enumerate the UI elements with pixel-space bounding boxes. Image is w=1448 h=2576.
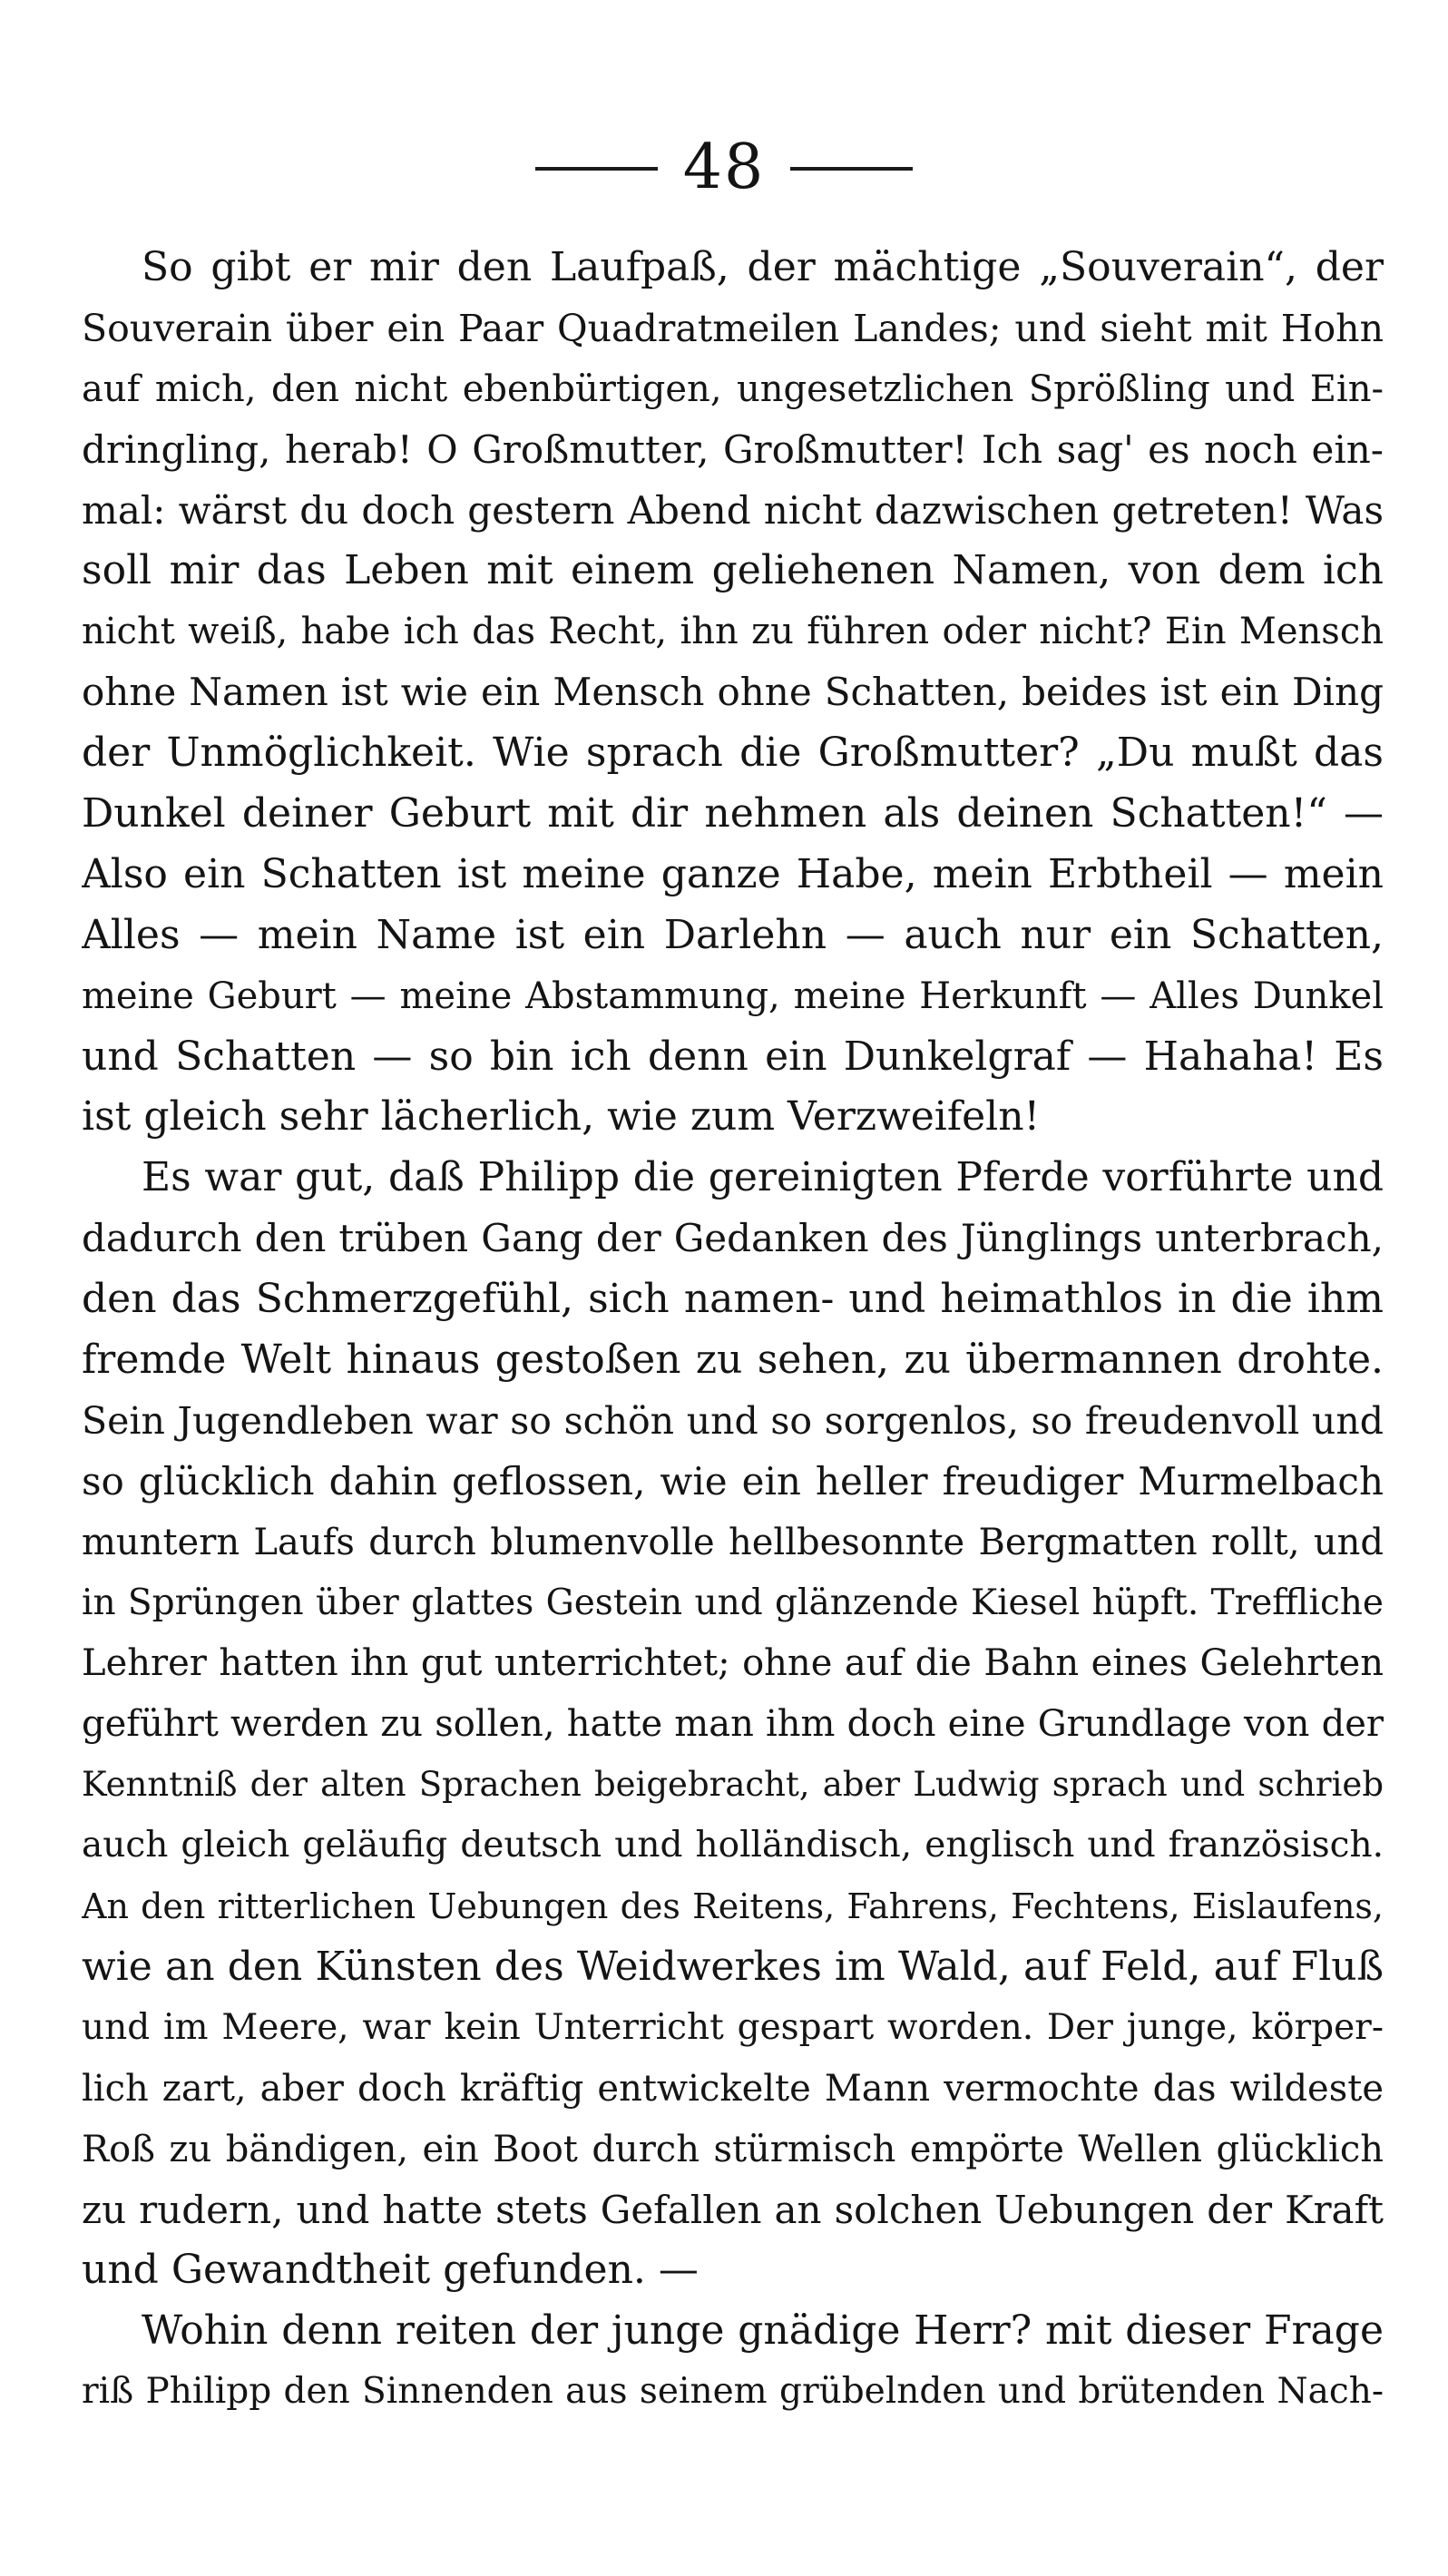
text-line: und Schatten — so bin ich denn ein Dunkelgraf — Hahaha! Es [82,1033,1384,1080]
text-line: dadurch den trüben Gang der Gedanken des Jünglings unterbrach, [82,1216,1384,1261]
text-line: so glücklich dahin geflossen, wie ein heller freudiger Murmelbach [82,1458,1384,1503]
text-line: geführt werden zu sollen, hatte man ihm doch eine Grundlage von der [82,1703,1384,1746]
header-rule-right [790,167,913,171]
text-line: Lehrer hatten ihn gut unterrichtet; ohne auf die Bahn eines Gelehrten [82,1642,1384,1685]
text-line: mal: wärst du doch gestern Abend nicht dazwischen getreten! Was [82,487,1384,533]
page-number: 48 [682,132,766,203]
text-line: zu rudern, und hatte stets Gefallen an solchen Uebungen der Kraft [82,2187,1384,2232]
text-line: So gibt er mir den Laufpaß, der mächtige „Souverain“, der [142,244,1384,290]
text-line: ist gleich sehr lächerlich, wie zum Verzweifeln! [82,1093,1041,1141]
text-line: auf mich, den nicht ebenbürtigen, ungesetzlichen Sprößling und Ein- [82,367,1384,410]
text-line: in Sprüngen über glattes Gestein und glänzende Kiesel hüpft. Treffliche [82,1582,1384,1623]
text-line: An den ritterlichen Uebungen des Reitens, Fahrens, Fechtens, Eislaufens, [82,1886,1384,1927]
text-line: Roß zu bändigen, ein Boot durch stürmisch empörte Wellen glücklich [82,2128,1384,2170]
text-line: dringling, herab! O Großmutter, Großmutter! Ich sag' es noch ein- [82,426,1384,472]
text-line: auch gleich geläufig deutsch und holländisch, englisch und französisch. [82,1825,1384,1866]
text-line: und im Meere, war kein Unterricht gespart worden. Der junge, körper- [82,2006,1384,2048]
text-line: Dunkel deiner Geburt mit dir nehmen als deinen Schatten!“ — [82,790,1384,837]
text-line: der Unmöglichkeit. Wie sprach die Großmutter? „Du mußt das [82,730,1384,777]
page-body-text [82,238,1384,2423]
text-line: riß Philipp den Sinnenden aus seinem grübelnden und brütenden Nach- [82,2371,1384,2413]
text-line: den das Schmerzgefühl, sich namen- und heimathlos in die ihm [82,1276,1384,1323]
text-line: Alles — mein Name ist ein Darlehn — auch nur ein Schatten, [82,911,1384,958]
text-line: Kenntniß der alten Sprachen beigebracht, aber Ludwig sprach und schrieb [82,1765,1384,1805]
text-line: soll mir das Leben mit einem geliehenen Namen, von dem ich [82,547,1384,594]
text-line: wie an den Künsten des Weidwerkes im Wald, auf Feld, auf Fluß [82,1943,1384,1990]
text-line: und Gewandtheit gefunden. — [82,2247,699,2294]
text-line: muntern Laufs durch blumenvolle hellbesonnte Bergmatten rollt, und [82,1521,1384,1563]
text-line: Souverain über ein Paar Quadratmeilen Landes; und sieht mit Hohn [82,306,1384,350]
text-line: Also ein Schatten ist meine ganze Habe, mein Erbtheil — mein [82,850,1384,897]
text-line: Es war gut, daß Philipp die gereinigten Pferde vorführte und [142,1154,1384,1201]
text-line: ohne Namen ist wie ein Mensch ohne Schatten, beides ist ein Ding [82,670,1384,715]
text-line: nicht weiß, habe ich das Recht, ihn zu führen oder nicht? Ein Mensch [82,611,1384,653]
header-rule-left [535,167,658,171]
page-header [0,127,1448,209]
text-line: Wohin denn reiten der junge gnädige Herr? mit dieser Frage [142,2307,1384,2355]
text-line: fremde Welt hinaus gestoßen zu sehen, zu übermannen drohte. [82,1337,1384,1384]
text-line: Sein Jugendleben war so schön und so sorgenlos, so freudenvoll und [82,1398,1384,1443]
text-line: lich zart, aber doch kräftig entwickelte Mann vermochte das wildeste [82,2067,1384,2110]
text-line: meine Geburt — meine Abstammung, meine Herkunft — Alles Dunkel [82,975,1384,1017]
